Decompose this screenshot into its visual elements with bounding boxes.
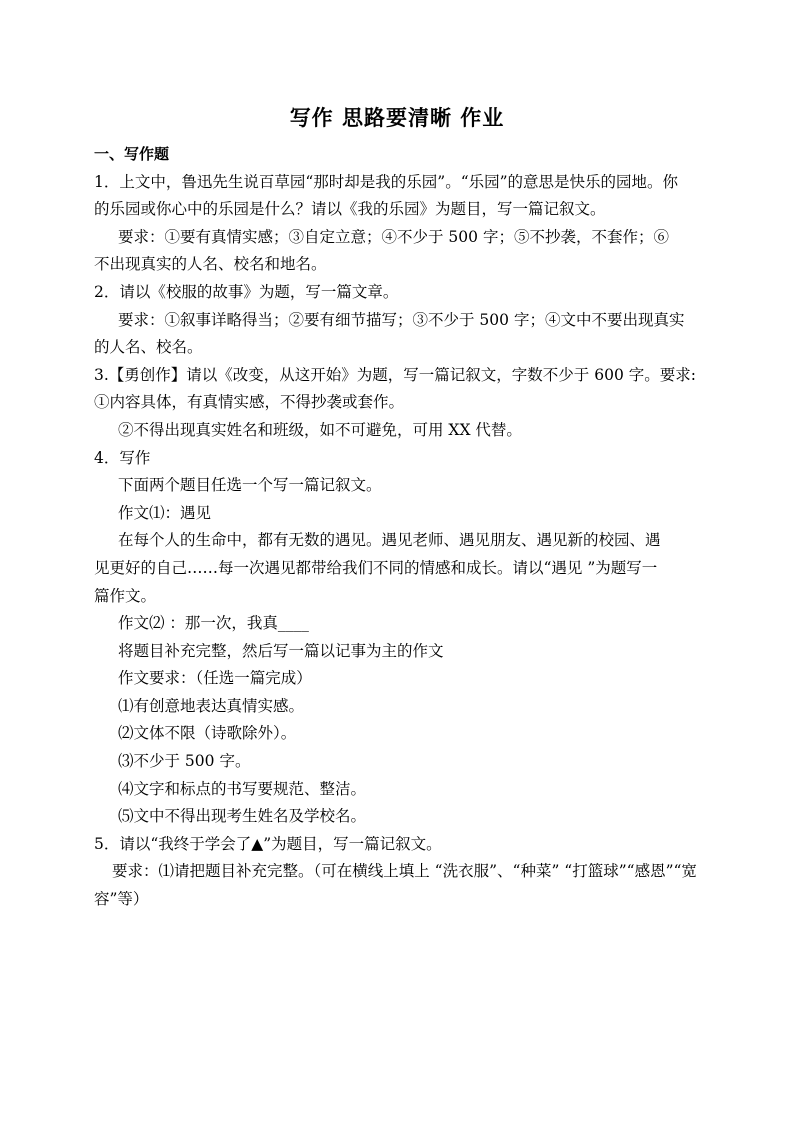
- text-line: ⑶不少于 500 字。: [118, 752, 251, 771]
- text-line: ⑸文中不得出现考生姓名及学校名。: [118, 807, 367, 826]
- text-line: 作文⑵ ：那一次，我真____: [118, 614, 309, 633]
- text-line: 篇作文。: [94, 586, 157, 605]
- text-line: 4．写作: [94, 448, 151, 467]
- text-line: ⑷文字和标点的书写要规范、整洁。: [118, 779, 367, 798]
- text-line: 的人名、校名。: [94, 338, 203, 357]
- text-line: 5．请以“我终于学会了▲”为题目，写一篇记叙文。: [94, 834, 442, 853]
- text-line: 的乐园或你心中的乐园是什么？请以《我的乐园》为题目，写一篇记叙文。: [94, 200, 606, 219]
- text-line: 下面两个题目任选一个写一篇记叙文。: [118, 476, 382, 495]
- text-line: ⑵文体不限（诗歌除外）。: [118, 724, 297, 743]
- text-line: 作文要求：（任选一篇完成）: [118, 669, 312, 688]
- text-line: 作文⑴：遇见: [118, 503, 212, 522]
- text-line: 2．请以《校服的故事》为题，写一篇文章。: [94, 282, 399, 301]
- text-line: 见更好的自己……每一次遇见都带给我们不同的情感和成长。请以“遇见 ”为题写一: [94, 558, 658, 577]
- document-title: 写作 思路要清晰 作业: [289, 105, 505, 130]
- document-body: [94, 141, 700, 914]
- section-heading: 一、写作题: [94, 145, 170, 163]
- text-line: 1．上文中，鲁迅先生说百草园“那时却是我的乐园”。“乐园”的意思是快乐的园地。你: [94, 172, 679, 191]
- text-line: ①内容具体，有真情实感，不得抄袭或套作。: [94, 393, 405, 412]
- text-line: ②不得出现真实姓名和班级，如不可避免，可用 XX 代替。: [118, 420, 522, 439]
- text-line: 要求：⑴请把题目补充完整。（可在横线上填上 “洗衣服”、“种菜” “打篮球”“感恩”“宽: [112, 862, 697, 881]
- text-line: 要求：①要有真情实感；③自定立意；④不少于 500 字；⑤不抄袭，不套作；⑥: [118, 227, 669, 246]
- text-line: 不出现真实的人名、校名和地名。: [94, 255, 327, 274]
- text-line: 将题目补充完整，然后写一篇以记事为主的作文: [118, 641, 444, 660]
- text-line: 要求：①叙事详略得当；②要有细节描写；③不少于 500 字；④文中不要出现真实: [118, 310, 685, 329]
- text-line: 在每个人的生命中，都有无数的遇见。遇见老师、遇见朋友、遇见新的校园、遇: [118, 531, 661, 550]
- text-line: 3.【勇创作】请以《改变，从这开始》为题，写一篇记叙文，字数不少于 600 字。要求:: [94, 365, 696, 384]
- text-line: ⑴有创意地表达真情实感。: [118, 696, 305, 715]
- text-line: 容”等）: [94, 890, 149, 909]
